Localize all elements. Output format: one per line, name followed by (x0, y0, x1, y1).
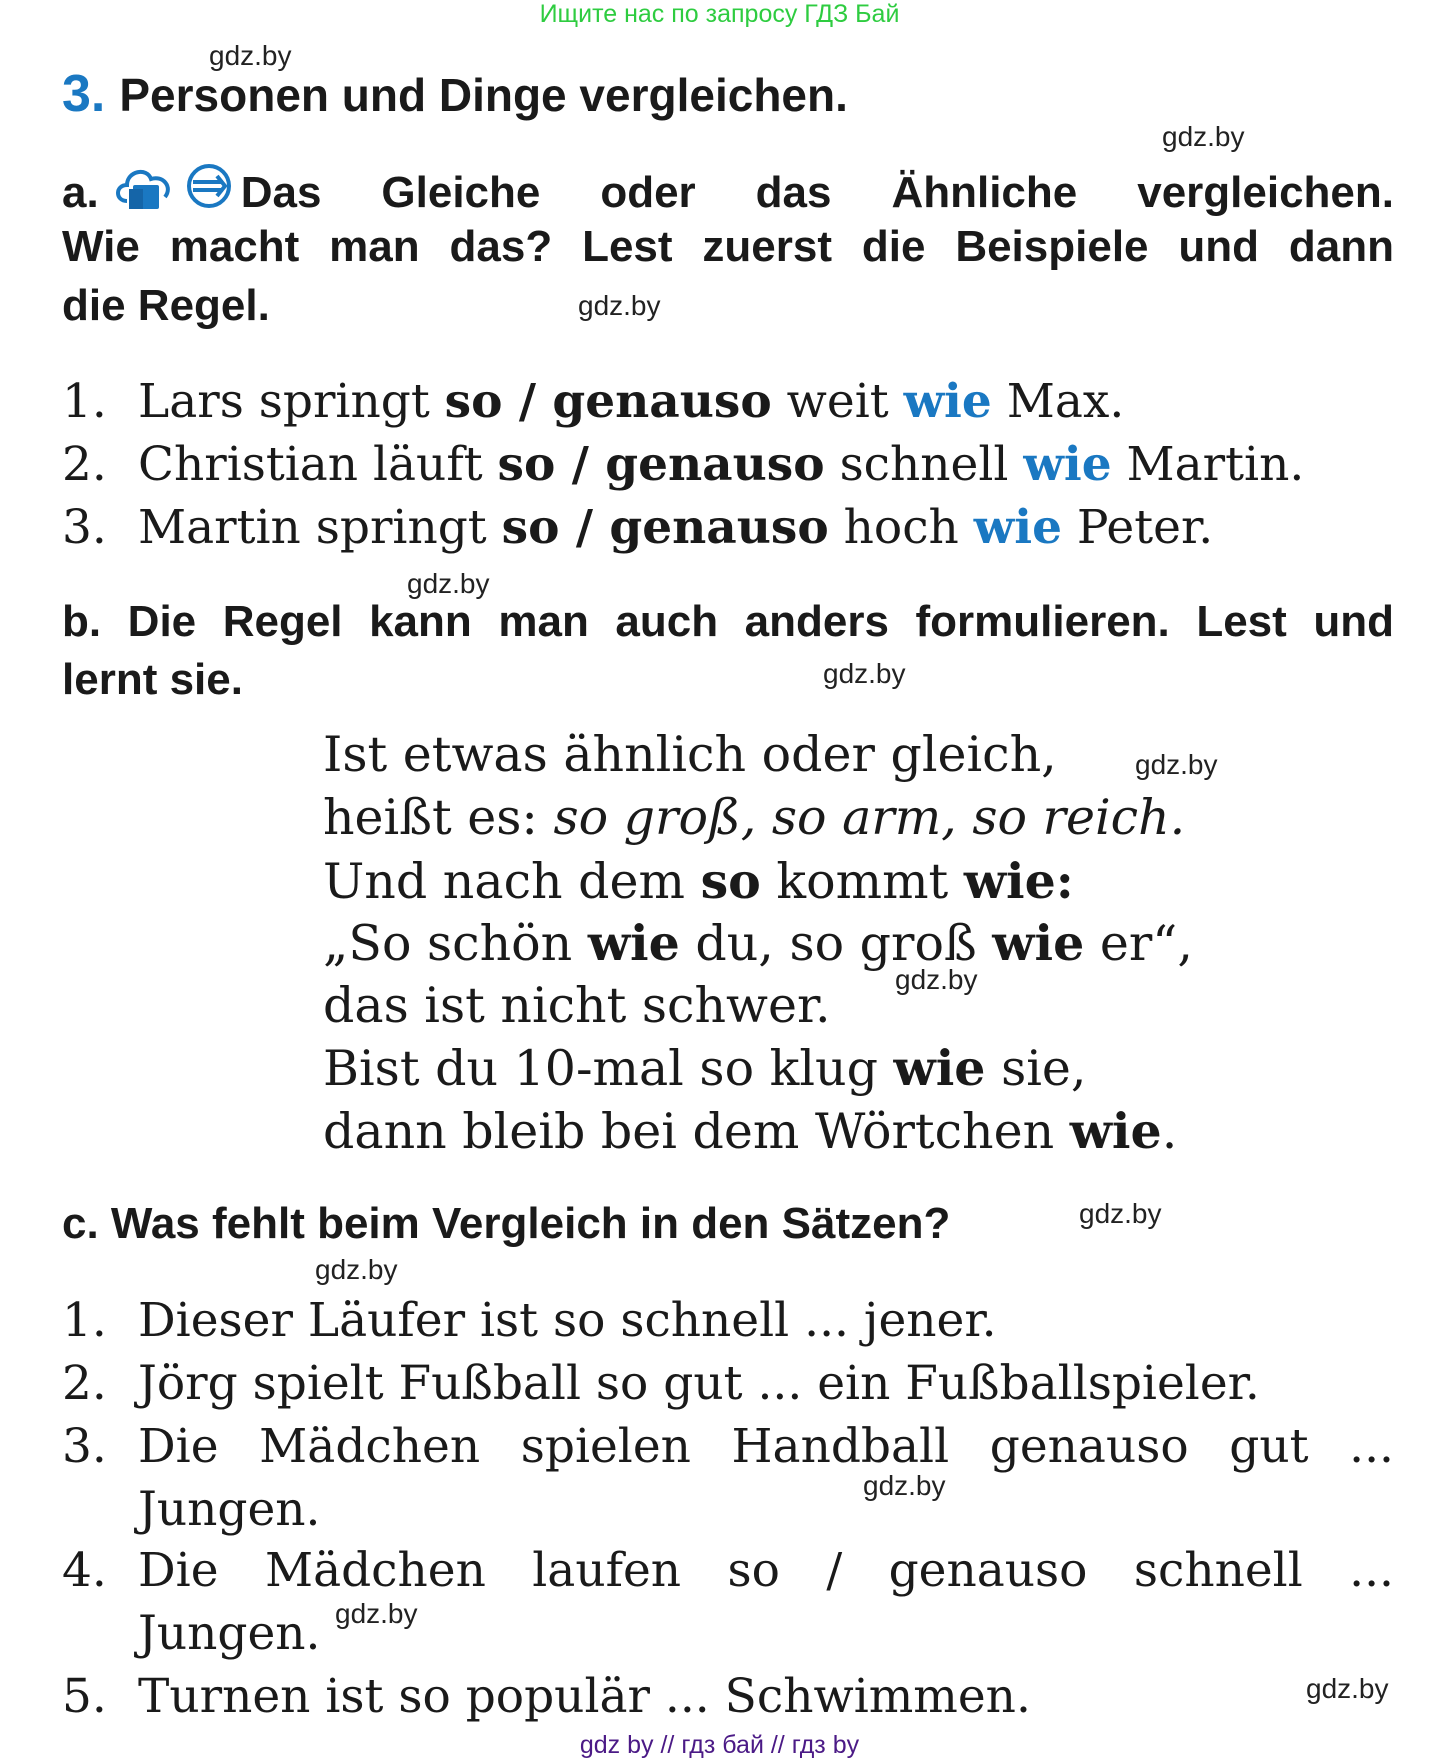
bold-text: wie (587, 914, 680, 972)
exercise-item (62, 1667, 1394, 1727)
text: weit (771, 374, 904, 429)
highlight-text: wie (1023, 437, 1112, 492)
text: kommt (760, 853, 964, 910)
text: du, so groß (679, 915, 993, 972)
text: Martin springt (138, 500, 502, 555)
watermark: gdz.by (315, 1254, 398, 1285)
watermark: gdz.by (578, 290, 661, 321)
text: heißt es: (323, 789, 554, 846)
item-text: Jörg spielt Fußball so gut ... ein Fußballspieler. (138, 1356, 1260, 1411)
watermark: gdz.by (1162, 121, 1245, 152)
watermark: gdz.by (823, 658, 906, 689)
item-number: 5. (62, 1669, 107, 1724)
exercise-heading (62, 66, 848, 123)
part-c-heading: c. Was fehlt beim Vergleich in den Sätzen? (62, 1199, 951, 1248)
text: Christian läuft (138, 437, 498, 492)
part-a-label: a. (62, 168, 99, 217)
item-number: 3. (62, 1419, 107, 1474)
item-continuation: Jungen. (138, 1482, 321, 1537)
item-number: 1. (62, 1293, 107, 1348)
example-sentence (62, 435, 1304, 495)
item-text: Die Mädchen laufen so / genauso schnell ... (138, 1543, 1394, 1598)
text: Lars springt (138, 374, 445, 429)
part-a-line: die Regel. (62, 281, 270, 330)
bold-text: so / genauso (444, 374, 772, 429)
exercise-item (62, 1354, 1394, 1414)
highlight-text: wie (973, 500, 1062, 555)
item-text: Turnen ist so populär ... Schwimmen. (138, 1669, 1031, 1724)
poem-line: das ist nicht schwer. (323, 977, 831, 1034)
text: dann bleib bei dem Wörtchen (323, 1103, 1070, 1160)
text: er“, (1084, 915, 1193, 972)
bold-text: wie: (963, 852, 1074, 910)
bold-text: wie (893, 1039, 986, 1097)
search-banner: Ищите нас по запросу ГДЗ Бай (539, 0, 900, 28)
poem-line: Ist etwas ähnlich oder gleich, (323, 726, 1057, 783)
item-number: 3. (62, 500, 107, 555)
poem-line (323, 851, 1074, 912)
part-a-text: Das Gleiche oder das Ähnliche vergleichen. (240, 168, 1394, 217)
text: Und nach dem (323, 853, 701, 910)
bold-text: so / genauso (501, 500, 829, 555)
item-text: Dieser Läufer ist so schnell ... jener. (138, 1293, 997, 1348)
watermark: gdz.by (863, 1470, 946, 1501)
item-number: 1. (62, 374, 107, 429)
text: hoch (828, 500, 974, 555)
bold-text: so / genauso (497, 437, 825, 492)
part-a-line: Wie macht man das? Lest zuerst die Beispiele und dann (62, 222, 1394, 271)
exercise-number: 3. (62, 65, 106, 123)
arrow-circle-icon (185, 162, 233, 224)
exercise-title: Personen und Dinge vergleichen. (119, 69, 848, 121)
watermark: gdz.by (1079, 1198, 1162, 1229)
highlight-text: wie (903, 374, 992, 429)
text: . (1161, 1103, 1178, 1160)
text: Peter. (1061, 500, 1214, 555)
poem-line (323, 1101, 1177, 1162)
poem-line (323, 1038, 1086, 1099)
item-number: 2. (62, 1356, 107, 1411)
part-b-line: lernt sie. (62, 655, 243, 704)
item-number: 4. (62, 1543, 107, 1598)
part-a-line (62, 161, 1394, 225)
item-text: Die Mädchen spielen Handball genauso gut ... (138, 1419, 1394, 1474)
item-number: 2. (62, 437, 107, 492)
item-continuation: Jungen. (138, 1606, 321, 1661)
bold-text: wie (1069, 1102, 1162, 1160)
example-sentence (62, 372, 1124, 432)
watermark: gdz.by (209, 40, 292, 71)
example-sentence (62, 498, 1213, 558)
poem-line (323, 913, 1193, 974)
cloud-folder-icon (113, 161, 177, 225)
watermark: gdz.by (335, 1598, 418, 1629)
text: Max. (991, 374, 1125, 429)
exercise-item (62, 1291, 1394, 1351)
poem-line (323, 788, 1185, 848)
bold-text: wie (992, 914, 1085, 972)
bold-text: so (700, 852, 761, 910)
text: sie, (985, 1040, 1087, 1097)
footer-watermark: gdz by // гдз бай // гдз by (579, 1731, 860, 1759)
watermark: gdz.by (1306, 1673, 1389, 1704)
watermark: gdz.by (1135, 749, 1218, 780)
italic-text: so groß, so arm, so reich. (553, 789, 1186, 846)
text: Bist du 10-mal so klug (323, 1040, 894, 1097)
text: „So schön (323, 915, 588, 972)
exercise-item (62, 1417, 1394, 1477)
part-b-line: b. Die Regel kann man auch anders formulieren. Lest und (62, 597, 1394, 646)
exercise-item (62, 1541, 1394, 1601)
watermark: gdz.by (407, 568, 490, 599)
watermark: gdz.by (895, 964, 978, 995)
text: schnell (824, 437, 1024, 492)
text: Martin. (1111, 437, 1305, 492)
